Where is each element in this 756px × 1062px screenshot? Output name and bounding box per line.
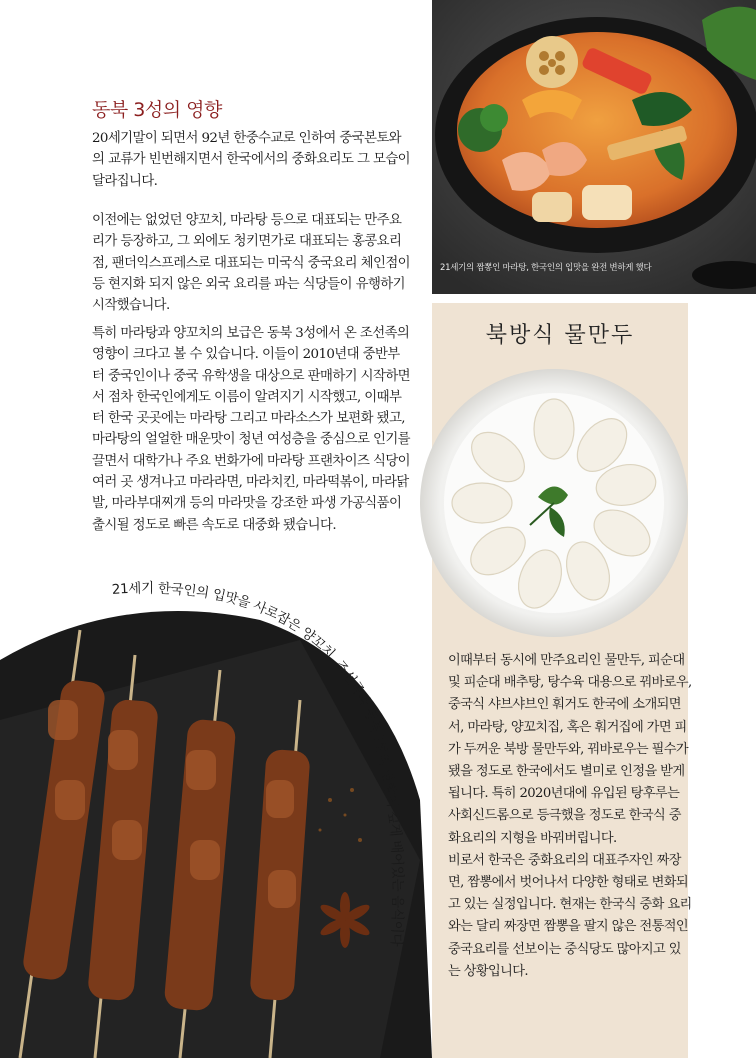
panel-title: 북방식 물만두 [485,323,635,348]
panel-paragraph-2: 비로서 한국은 중화요리의 대표주자인 짜장면, 짬뽕에서 벗어나서 다양한 형태로 변화되고 있는 실정입니다. 현재는 한국식 중화 요리와는 달리 짜장면 짬뽕을 팔지 않은 전통적인 중국요리를 선보이는 중식당도 많아지고 있는 상황입니다. [448,852,692,979]
malatang-photo [432,0,756,294]
body-paragraph-3: 특히 마라탕과 양꼬치의 보급은 동북 3성에서 온 조선족의 영향이 크다고 볼 수 있습니다. 이들이 2010년대 중반부터 중국인이나 중국 유학생을 대상으로 판매하기 시작하면서 점차 한국인에게도 이름이 알려지기 시작했고, 이때부터 한국 곳곳에는 마라탕 그리고 마라소스가 보편화 됐고, 마라탕의 얼얼한 매운맛이 청년 여성층을 중심으로 인기를 끌면서 대학가나 주요 번화가에 마라탕 프랜차이즈 식당이 여러 곳 생겨나고 마라라면, 마라치킨, 마라떡볶이, 마라닭발, 마라부대찌개 등의 마라맛을 강조한 파생 가공식품이 출시될 정도로 빠른 속도로 대중화 됐습니다. [92,326,410,533]
curved-caption: 21세기 한국인의 입맛을 사로잡은 양꼬치, 조선족과 동북3성의 영향이 깊게 배어있는 음식이다 [111,580,406,947]
dumpling-plate-photo [418,367,690,639]
body-paragraph-1: 20세기말이 되면서 92년 한중수교로 인하여 중국본토와의 교류가 빈번해지면서 한국에서의 중화요리도 그 모습이 달라집니다. [92,131,410,189]
curved-caption-svg [0,560,432,1058]
dumpling-plate-image [418,367,690,639]
body-paragraph-2: 이전에는 없었던 양꼬치, 마라탕 등으로 대표되는 만주요리가 등장하고, 그 외에도 청키면가로 대표되는 홍콩요리점, 팬더익스프레스로 대표되는 미국식 중국요리 체인점이 등 현지화 되지 않은 외국 요리를 파는 식당들이 유행하기 시작했습니다. [92,213,410,314]
malatang-bowl-image [432,0,756,294]
panel-text [448,650,692,983]
top-photo-caption: 21세기의 짬뽕인 마라탕, 한국인의 입맛을 완전 변하게 했다 [440,263,652,273]
svg-text:21세기 한국인의 입맛을 사로잡은 양꼬치, 조선족과 동 [111,580,406,947]
section-heading: 동북 3성의 영향 [92,99,222,121]
panel-paragraph-1: 이때부터 동시에 만주요리인 물만두, 피순대 및 피순대 배추탕, 탕수육 대용으로 꿔바로우, 중국식 샤브샤브인 훠거도 한국에 소개되면서, 마라탕, 양꼬치집, 혹은 훠거집에 가면 피가 두꺼운 북방 물만두와, 꿔바로우는 필수가 됐을 정도로 한국에서도 별미로 인정을 받게 됩니다. 특히 2020년대에 유입된 탕후루는 사회신드롬으로 등극했을 정도로 한국식 중화요리의 지형을 바꿔버립니다. [448,653,692,846]
